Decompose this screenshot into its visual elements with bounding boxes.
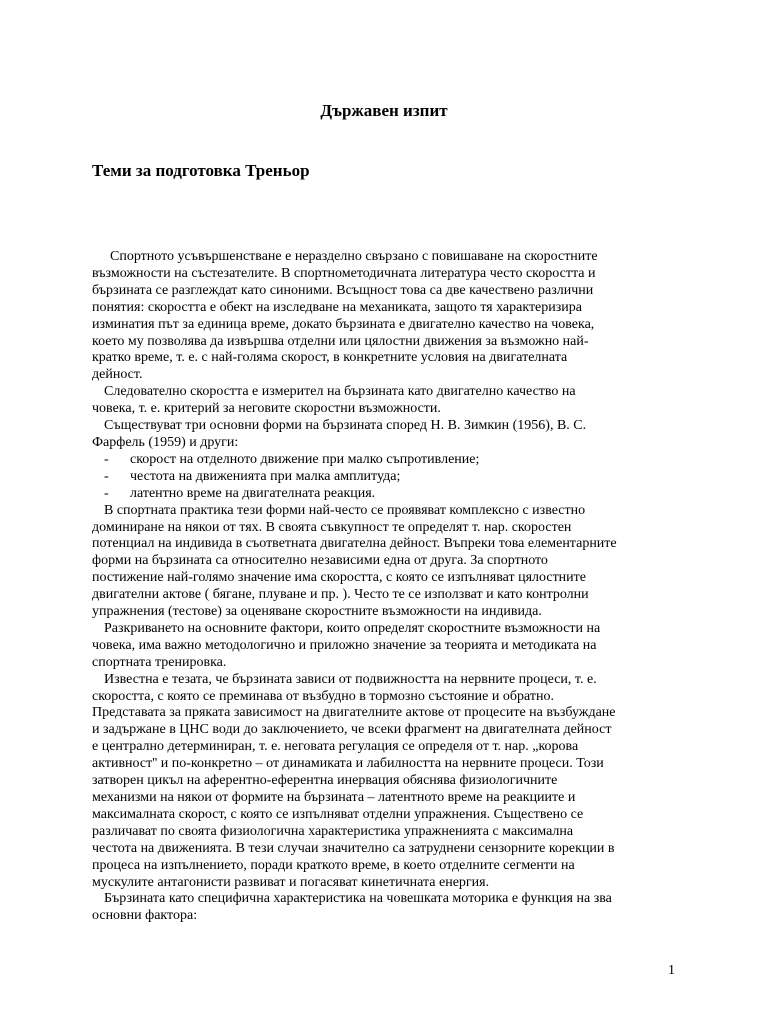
text-line: активност'' и по-конкретно – от динамиката и лабилността на нервните процеси. Този [92, 756, 604, 772]
page-title: Държавен изпит [320, 101, 448, 120]
text-line: основни фактора: [92, 908, 198, 924]
body-text [92, 249, 682, 925]
paragraph [92, 621, 682, 672]
paragraph [92, 249, 682, 384]
text-line: дейност. [92, 367, 143, 383]
bullet-dash: - [104, 468, 109, 484]
list-item [92, 469, 682, 486]
text-line: В спортната практика тези форми най-често се проявяват комплексно с известно [104, 502, 586, 518]
text-line: Бързината като специфична характеристика на човешката моторика е функция на зва [104, 891, 612, 907]
list-item-text: честота на движенията при малка амплитуда; [130, 468, 401, 484]
text-line: Съществуват три основни форми на бързината според Н. В. Зимкин (1956), В. С. [104, 418, 587, 434]
paragraph [92, 672, 682, 892]
paragraph [92, 891, 682, 925]
text-line: честота на движенията. В тези случаи значително са затруднени сензорните корекции в [92, 840, 615, 856]
text-line: изминатия път за единица време, докато бързината е двигателно качество на човека, [92, 316, 595, 332]
text-line: затворен цикъл на аферентно-еферентна инервация обяснява физиологичните [92, 773, 558, 789]
text-line: човека, има важно методологично и приложно значение за теорията и методиката на [92, 637, 597, 653]
text-line: доминиране на някои от тях. В своята съвкупност те определят т. нар. скоростен [92, 519, 572, 535]
text-line: което му позволява да извършва отделни или цялостни движения за възможно най- [92, 333, 589, 349]
text-line: потенциал на индивида в съответната двигателна дейност. Въпреки това елементарните [92, 536, 617, 552]
text-line: упражнения (тестове) за оценяване скоростните възможности на индивида. [92, 604, 542, 620]
text-line: кратко време, т. е. с най-голяма скорост, в конкретните условия на двигателната [92, 350, 568, 366]
list-item [92, 452, 682, 469]
text-line: максималната скорост, с която се изпълняват отделни упражнения. Съществено се [92, 806, 584, 822]
list-item-text: скорост на отделното движение при малко съпротивление; [130, 451, 480, 467]
text-line: скоростта, с която се преминава от възбудно в тормозно състояние и обратно. [92, 688, 554, 704]
text-line: е централно детерминиран, т. е. неговата регулация се определя от т. нар. „корова [92, 739, 579, 755]
text-line: и задържане в ЦНС води до заключението, че всеки фрагмент на двигателната дейност [92, 722, 612, 738]
text-line: Известна е тезата, че бързината зависи от подвижността на нервните процеси, т. е. [104, 671, 597, 687]
text-line: Следователно скоростта е измерител на бързината като двигателно качество на [104, 384, 576, 400]
text-line: форми на бързината са относително независими една от друга. За спортното [92, 553, 548, 569]
text-line: механизми на някои от формите на бързината – латентното време на реакциите и [92, 790, 576, 805]
text-line: възможности на състезателите. В спортнометодичната литература често скоростта и [92, 265, 596, 281]
text-line: различават по своята физиологична характеристика упражненията с максимална [92, 823, 574, 839]
bullet-list [92, 452, 682, 503]
page-number: 1 [668, 963, 675, 978]
page-subtitle: Теми за подготовка Треньор [92, 161, 310, 180]
text-line: процеса на изпълнението, поради краткото време, в което отделните сегменти на [92, 857, 575, 873]
text-line: двигателни актове ( бягане, плуване и пр. ). Често те се използват и като контролни [92, 587, 589, 603]
text-line: Спортното усъвършенстване е неразделно свързано с повишаване на скоростните [110, 249, 598, 264]
text-line: Фарфель (1959) и други: [92, 434, 239, 450]
text-line: бързината се разглеждат като синоними. Всъщност това са две качествено различни [92, 282, 594, 298]
text-line: Разкриването на основните фактори, които определят скоростните възможности на [104, 620, 601, 636]
text-line: постижение най-голямо значение има скоростта, с която се изпълняват цялостните [92, 570, 586, 586]
text-line: спортната тренировка. [92, 654, 227, 670]
list-item [92, 486, 682, 503]
paragraph [92, 384, 682, 418]
paragraph [92, 418, 682, 452]
bullet-dash: - [104, 451, 109, 467]
paragraph [92, 503, 682, 621]
text-line: мускулите антагонисти развиват и погасяват кинетичната енергия. [92, 874, 490, 890]
text-line: Представата за пряката зависимост на двигателните актове от процесите на възбуждане [92, 705, 616, 721]
text-line: понятия: скоростта е обект на изследване на механиката, защото тя характеризира [92, 299, 582, 315]
text-line: човека, т. е. критерий за неговите скоростни възможности. [92, 401, 441, 417]
list-item-text: латентно време на двигателната реакция. [130, 485, 376, 501]
bullet-dash: - [104, 485, 109, 501]
